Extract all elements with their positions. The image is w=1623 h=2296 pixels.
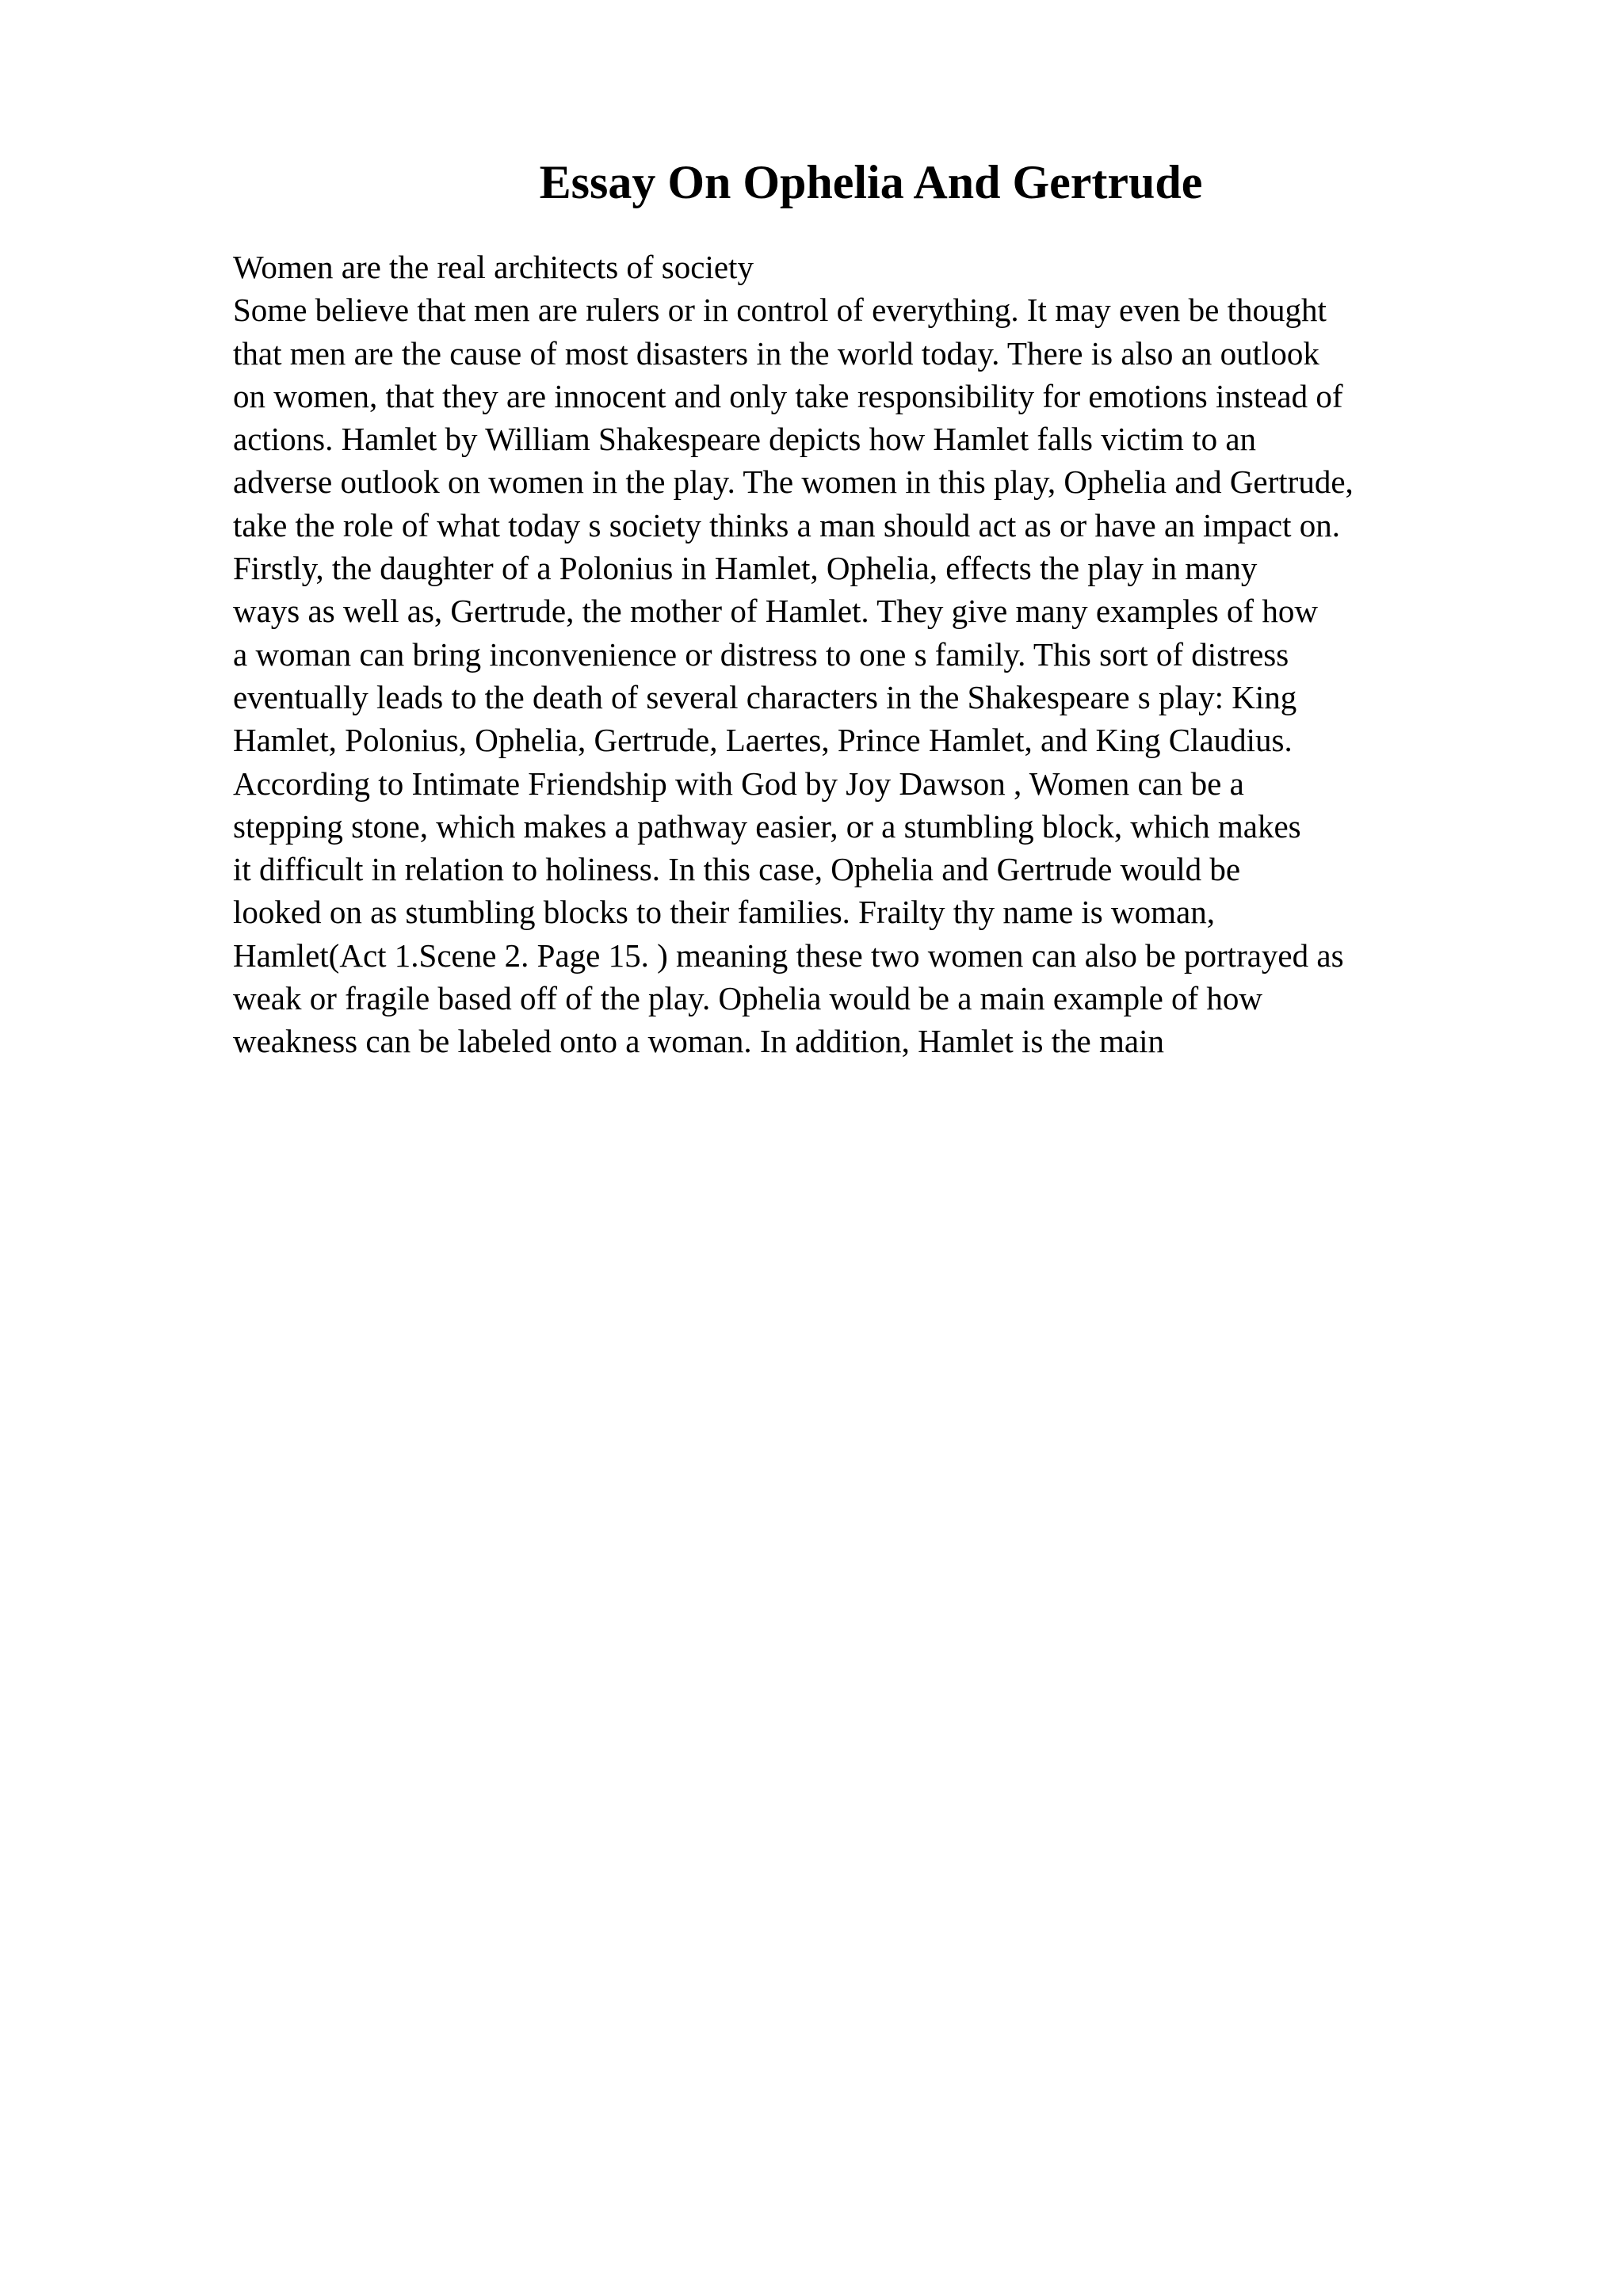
- text-line: weakness can be labeled onto a woman. In addition, Hamlet is the main: [233, 1023, 1164, 1060]
- page-title: Essay On Ophelia And Gertrude: [539, 156, 1203, 208]
- text-line: looked on as stumbling blocks to their families. Frailty thy name is woman,: [233, 894, 1215, 931]
- text-line: Firstly, the daughter of a Polonius in Hamlet, Ophelia, effects the play in many: [233, 550, 1258, 587]
- text-line: Some believe that men are rulers or in control of everything. It may even be thought: [233, 292, 1327, 329]
- text-line: ways as well as, Gertrude, the mother of Hamlet. They give many examples of how: [233, 593, 1318, 630]
- text-line: take the role of what today s society thinks a man should act as or have an impact on.: [233, 506, 1341, 543]
- text-line: Women are the real architects of society: [233, 249, 754, 285]
- text-line: stepping stone, which makes a pathway easier, or a stumbling block, which makes: [233, 807, 1301, 845]
- text-line: it difficult in relation to holiness. In this case, Ophelia and Gertrude would be: [233, 851, 1241, 888]
- text-line: actions. Hamlet by William Shakespeare depicts how Hamlet falls victim to an: [233, 421, 1257, 458]
- text-line: weak or fragile based off of the play. Ophelia would be a main example of how: [233, 980, 1263, 1017]
- text-line: on women, that they are innocent and only take responsibility for emotions instead of: [233, 377, 1343, 414]
- text-line: a woman can bring inconvenience or distress to one s family. This sort of distress: [233, 635, 1289, 673]
- text-line: Hamlet, Polonius, Ophelia, Gertrude, Laertes, Prince Hamlet, and King Claudius.: [233, 722, 1293, 759]
- text-line: Hamlet(Act 1.Scene 2. Page 15. ) meaning these two women can also be portrayed as: [233, 936, 1344, 974]
- text-line: eventually leads to the death of several characters in the Shakespeare s play: King: [233, 678, 1297, 715]
- text-line: that men are the cause of most disasters in the world today. There is also an outlook: [233, 334, 1319, 372]
- text-line: According to Intimate Friendship with God by Joy Dawson , Women can be a: [233, 765, 1244, 802]
- essay-body: [233, 246, 1580, 1063]
- text-line: adverse outlook on women in the play. The women in this play, Ophelia and Gertrude,: [233, 463, 1354, 501]
